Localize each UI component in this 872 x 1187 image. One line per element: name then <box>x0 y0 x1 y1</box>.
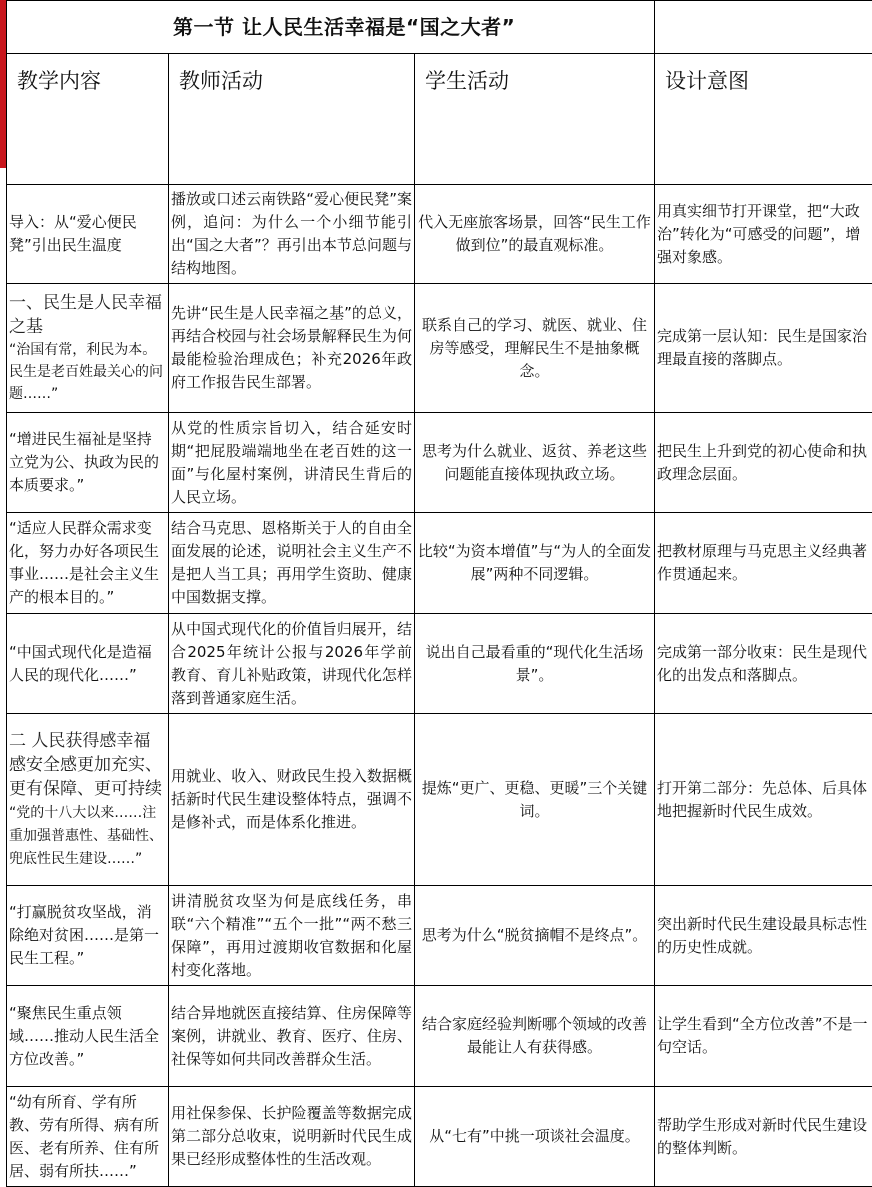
content-quote: “治国有常，利民为本。民生是老百姓最关心的问题……” <box>9 339 166 405</box>
intent-cell: 帮助学生形成对新时代民生建设的整体判断。 <box>655 1087 872 1187</box>
lesson-plan-table <box>6 0 872 1187</box>
header-teacher: 教师活动 <box>169 54 415 185</box>
title-blank-cell <box>655 1 872 54</box>
table-row <box>7 513 872 614</box>
student-cell: 联系自己的学习、就医、就业、住房等感受，理解民生不是抽象概念。 <box>415 284 655 413</box>
intent-cell: 打开第二部分：先总体、后具体地把握新时代民生成效。 <box>655 714 872 886</box>
teacher-cell: 结合异地就医直接结算、住房保障等案例，讲就业、教育、医疗、住房、社保等如何共同改善群众生活。 <box>169 986 415 1087</box>
student-cell: 结合家庭经验判断哪个领域的改善最能让人有获得感。 <box>415 986 655 1087</box>
content-cell: “适应人民群众需求变化，努力办好各项民生事业……是社会主义生产的根本目的。” <box>7 513 169 614</box>
student-cell: 代入无座旅客场景，回答“民生工作做到位”的最直观标准。 <box>415 185 655 284</box>
teacher-cell: 播放或口述云南铁路“爱心便民凳”案例，追问：为什么一个小细节能引出“国之大者”？再引出本节总问题与结构地图。 <box>169 185 415 284</box>
table-row <box>7 614 872 714</box>
header-content: 教学内容 <box>7 54 169 185</box>
intent-cell: 完成第一层认知：民生是国家治理最直接的落脚点。 <box>655 284 872 413</box>
teacher-cell: 用社保参保、长护险覆盖等数据完成第二部分总收束，说明新时代民生成果已经形成整体性的生活改观。 <box>169 1087 415 1187</box>
content-cell <box>7 714 169 886</box>
section-heading: 二 人民获得感幸福感安全感更加充实、更有保障、更可持续 <box>9 731 162 799</box>
content-quote: “党的十八大以来……注重加强普惠性、基础性、兜底性民生建设……” <box>9 805 163 867</box>
section-heading: 一、民生是人民幸福之基 <box>9 293 162 337</box>
content-cell <box>7 284 169 413</box>
teacher-cell: 从党的性质宗旨切入，结合延安时期“把屁股端端地坐在老百姓的这一面”与化屋村案例，讲清民生背后的人民立场。 <box>169 413 415 513</box>
content-cell: “聚焦民生重点领域……推动人民生活全方位改善。” <box>7 986 169 1087</box>
table-row <box>7 185 872 284</box>
header-student: 学生活动 <box>415 54 655 185</box>
content-cell: “打赢脱贫攻坚战，消除绝对贫困……是第一民生工程。” <box>7 886 169 986</box>
student-cell: 思考为什么就业、返贫、养老这些问题能直接体现执政立场。 <box>415 413 655 513</box>
page-title: 第一节 让人民生活幸福是“国之大者” <box>7 1 655 54</box>
teacher-cell: 结合马克思、恩格斯关于人的自由全面发展的论述，说明社会主义生产不是把人当工具；再用学生资助、健康中国数据支撑。 <box>169 513 415 614</box>
intent-cell: 用真实细节打开课堂，把“大政治”转化为“可感受的问题”，增强对象感。 <box>655 185 872 284</box>
table-row <box>7 886 872 986</box>
intent-cell: 完成第一部分收束：民生是现代化的出发点和落脚点。 <box>655 614 872 714</box>
content-cell: “增进民生福祉是坚持立党为公、执政为民的本质要求。” <box>7 413 169 513</box>
intent-cell: 让学生看到“全方位改善”不是一句空话。 <box>655 986 872 1087</box>
table-row <box>7 714 872 886</box>
student-cell: 比较“为资本增值”与“为人的全面发展”两种不同逻辑。 <box>415 513 655 614</box>
table-row <box>7 413 872 513</box>
header-row <box>7 54 872 185</box>
content-cell: “幼有所育、学有所教、劳有所得、病有所医、老有所养、住有所居、弱有所扶……” <box>7 1087 169 1187</box>
student-cell: 提炼“更广、更稳、更暖”三个关键词。 <box>415 714 655 886</box>
teacher-cell: 讲清脱贫攻坚为何是底线任务，串联“六个精准”“五个一批”“两不愁三保障”，再用过渡期收官数据和化屋村变化落地。 <box>169 886 415 986</box>
student-cell: 说出自己最看重的“现代化生活场景”。 <box>415 614 655 714</box>
teacher-cell: 先讲“民生是人民幸福之基”的总义，再结合校园与社会场景解释民生为何最能检验治理成色；补充2026年政府工作报告民生部署。 <box>169 284 415 413</box>
intent-cell: 把民生上升到党的初心使命和执政理念层面。 <box>655 413 872 513</box>
teacher-cell: 从中国式现代化的价值旨归展开，结合2025年统计公报与2026年学前教育、育儿补贴政策，讲现代化怎样落到普通家庭生活。 <box>169 614 415 714</box>
content-cell: “中国式现代化是造福人民的现代化……” <box>7 614 169 714</box>
content-cell: 导入：从“爱心便民凳”引出民生温度 <box>7 185 169 284</box>
student-cell: 思考为什么“脱贫摘帽不是终点”。 <box>415 886 655 986</box>
teacher-cell: 用就业、收入、财政民生投入数据概括新时代民生建设整体特点，强调不是修补式，而是体系化推进。 <box>169 714 415 886</box>
title-row <box>7 1 872 54</box>
student-cell: 从“七有”中挑一项谈社会温度。 <box>415 1087 655 1187</box>
table-row <box>7 284 872 413</box>
intent-cell: 突出新时代民生建设最具标志性的历史性成就。 <box>655 886 872 986</box>
header-intent: 设计意图 <box>655 54 872 185</box>
intent-cell: 把教材原理与马克思主义经典著作贯通起来。 <box>655 513 872 614</box>
table-row <box>7 986 872 1087</box>
